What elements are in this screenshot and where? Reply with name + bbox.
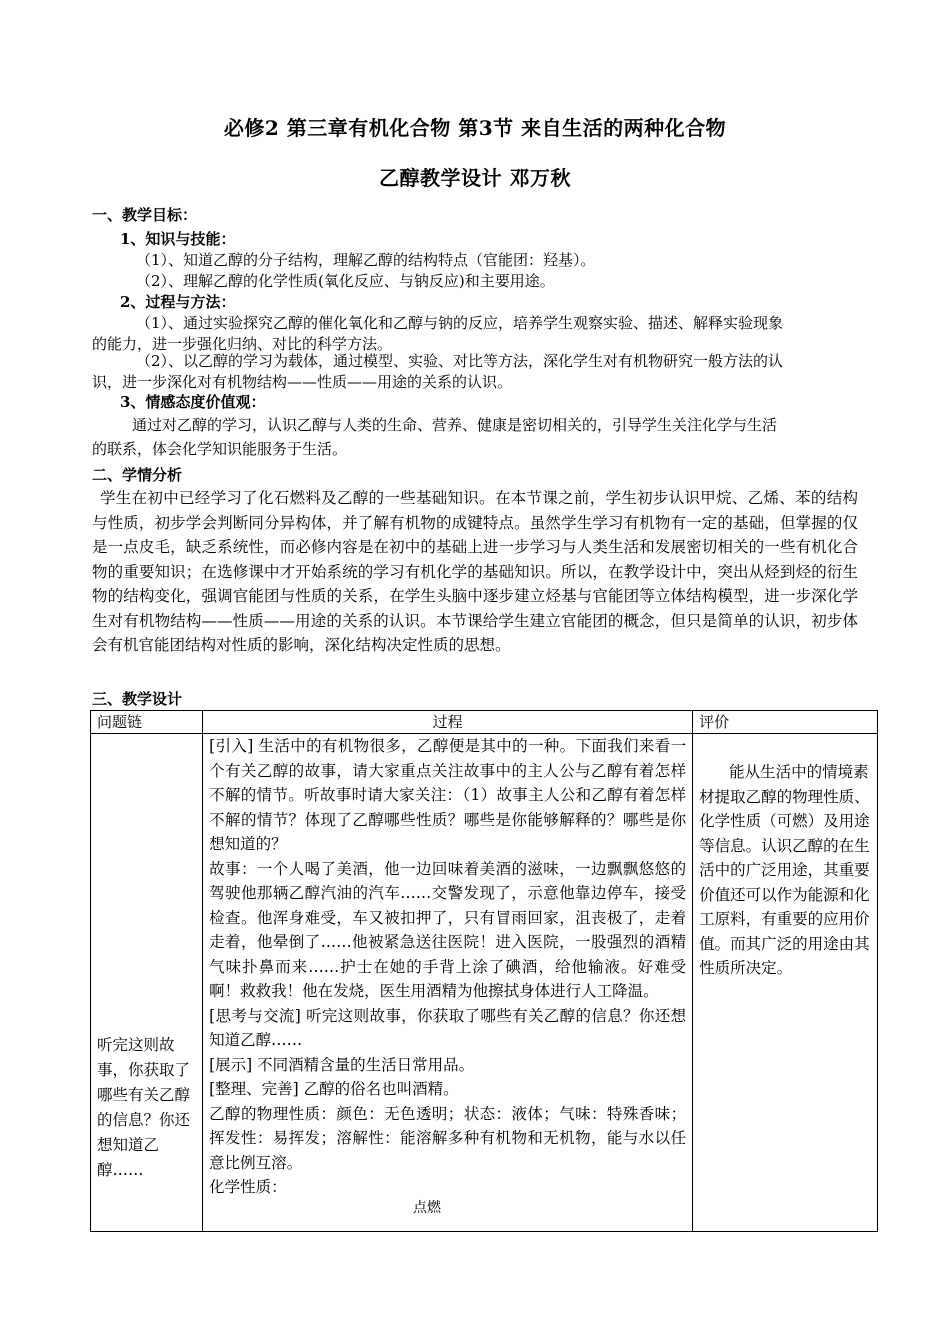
knowledge-heading: 1、知识与技能： [120,230,236,248]
design-table-row [91,734,878,1232]
reaction-condition-label: 点燃 [413,1200,441,1216]
attitude-line1: 通过对乙醇的学习，认识乙醇与人类的生命、营养、健康是密切相关的，引导学生关注化学与生活 [132,416,778,434]
column-header-question: 问题链 [91,711,203,734]
document-title: 必修2 第三章有机化合物 第3节 来自生活的两种化合物 [223,116,727,140]
process-cell [203,734,693,1232]
section-design-heading: 三、教学设计 [92,690,183,708]
process-intro: [引入] 生活中的有机物很多，乙醇便是其中的一种。下面我们来看一个有关乙醇的故事，请大家重点关注故事中的主人公与乙醇有着怎样不解的情节。听故事时请大家关注：（1）故事主人公和乙醇有着怎样不解的情节？体现了乙醇哪些性质？哪些是你能够解释的？哪些是你想知道的？ [209,737,687,853]
process-chemical-properties: 化学性质： [209,1178,287,1196]
design-table-header-row [91,711,878,734]
attitude-line2: 的联系，体会化学知识能服务于生活。 [92,440,348,458]
process-heading: 2、过程与方法： [120,293,236,311]
evaluation-text: 能从生活中的情境素材提取乙醇的物理性质、化学性质（可燃）及用途等信息。认识乙醇的在生活中的广泛用途，其重要价值还可以作为能源和化工原料，有重要的应用价值。而其广泛的用途由其性质所决定。 [699,763,870,977]
knowledge-item-2: （2）、理解乙醇的化学性质(氧化反应、与钠反应)和主要用途。 [136,272,555,290]
process-item-2-line2: 识，进一步深化对有机物结构——性质——用途的关系的认识。 [92,373,513,391]
column-header-process: 过程 [203,711,693,734]
process-display: [展示] 不同酒精含量的生活日常用品。 [209,1055,475,1074]
analysis-paragraph: 学生在初中已经学习了化石燃料及乙醇的一些基础知识。在本节课之前，学生初步认识甲烷、乙烯、苯的结构与性质，初步学会判断同分异构体，并了解有机物的成键特点。虽然学生学习有机物有一定的基础，但掌握的仅是一点皮毛，缺乏系统性，而必修内容是在初中的基础上进一步学习与人类生活和发展密切相关的一些有机化合物的重要知识；在选修课中才开始系统的学习有机化学的基础知识。所以，在教学设计中，突出从烃到烃的衍生物的结构变化，强调官能团与性质的关系，在学生头脑中逐步建立烃基与官能团等立体结构模型，进一步深化学生对有机物结构——性质——用途的关系的认识。本节课给学生建立官能团的概念，但只是简单的认识，初步体会有机官能团结构对性质的影响，深化结构决定性质的思想。 [92,489,858,654]
process-story: 故事：一个人喝了美酒，他一边回味着美酒的滋味，一边飘飘悠悠的驾驶他那辆乙醇汽油的汽车……交警发现了，示意他靠边停车，接受检查。他浑身难受，车又被扣押了，只有冒雨回家，沮丧极了，走着走着，他晕倒了……他被紧急送往医院！进入医院，一股强烈的酒精气味扑鼻而来……护士在她的手背上涂了碘酒，给他输液。好难受啊！救救我！他在发烧，医生用酒精为他擦拭身体进行人工降温。 [209,859,687,1000]
process-physical-properties: 乙醇的物理性质：颜色：无色透明；状态：液体；气味：特殊香味；挥发性：易挥发；溶解性：能溶解多种有机物和无机物，能与水以任意比例互溶。 [209,1104,687,1172]
evaluation-cell [693,734,878,1232]
question-text: 听完这则故事，你获取了哪些有关乙醇的信息？你还想知道乙醇…… [97,1035,191,1179]
question-cell [91,734,203,1232]
process-item-1-line2: 的能力，进一步强化归纳、对比的科学方法。 [92,335,393,353]
document-subtitle: 乙醇教学设计 邓万秋 [379,166,571,190]
process-item-1-line1: （1）、通过实验探究乙醇的催化氧化和乙醇与钠的反应，培养学生观察实验、描述、解释实验现象 [136,314,784,332]
process-summary: [整理、完善] 乙醇的俗名也叫酒精。 [209,1080,459,1098]
column-header-evaluation: 评价 [693,711,878,734]
design-table [90,710,878,1232]
attitude-heading: 3、情感态度价值观： [120,393,266,411]
section-objectives-heading: 一、教学目标： [92,206,198,224]
knowledge-item-1: （1）、知道乙醇的分子结构，理解乙醇的结构特点（官能团：羟基）。 [136,251,596,269]
process-discussion: [思考与交流] 听完这则故事，你获取了哪些有关乙醇的信息？你还想知道乙醇…… [209,1006,687,1049]
section-analysis-heading: 二、学情分析 [92,466,183,484]
process-item-2-line1: （2）、以乙醇的学习为载体，通过模型、实验、对比等方法，深化学生对有机物研究一般方法的认 [136,352,784,370]
